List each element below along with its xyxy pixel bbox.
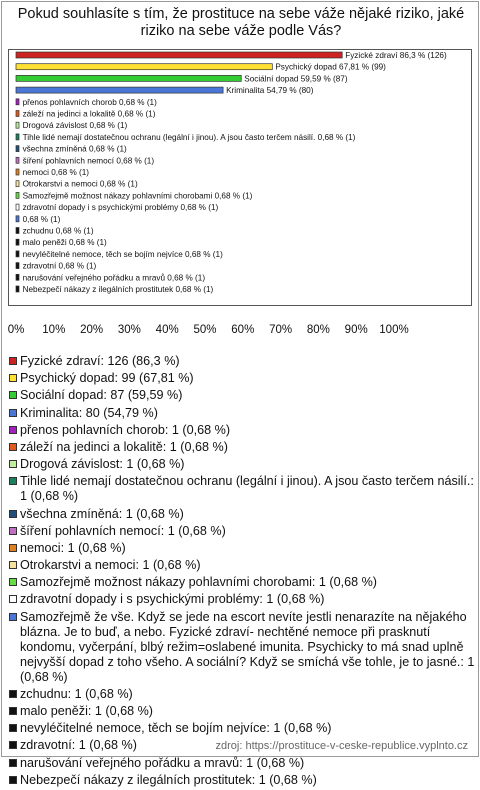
x-tick-label: 50% (193, 324, 217, 336)
legend-item (8, 507, 478, 522)
legend-label: Kriminalita: 80 (54,79 %) (20, 405, 158, 420)
bar-10 (16, 169, 19, 175)
bar-label-14: 0,68 % (1) (22, 214, 61, 224)
legend-label: zdravotní: 1 (0,68 %) (20, 738, 137, 753)
bar-3 (16, 87, 223, 93)
legend-label: Sociální dopad: 87 (59,59 %) (20, 388, 183, 403)
bar-0 (16, 52, 342, 58)
bar-7 (16, 134, 19, 140)
bar-label-18: zdravotní 0,68 % (1) (22, 261, 97, 271)
x-tick-label: 30% (117, 324, 141, 336)
bar-11 (16, 181, 19, 187)
bar-label-2: Sociální dopad 59,59 % (87) (244, 74, 348, 84)
bar-6 (16, 122, 19, 128)
legend-swatch (9, 759, 17, 767)
legend-item (8, 354, 478, 369)
legend-item (8, 558, 478, 573)
legend-item (8, 423, 478, 438)
legend-swatch (9, 613, 17, 621)
legend-item (8, 371, 478, 386)
legend-label: Fyzické zdraví: 126 (86,3 %) (20, 354, 180, 368)
legend-swatch (9, 460, 17, 468)
bar-chart (2, 2, 480, 347)
chart-frame (1, 1, 479, 787)
chart-title: Pokud souhlasíte s tím, že prostituce na sebe váže nějaké riziko, jaké riziko na sebe váže podle Vás? (17, 6, 465, 39)
bar-1 (16, 64, 272, 70)
legend-item (8, 457, 478, 472)
legend-label: Drogová závislost: 1 (0,68 %) (20, 457, 185, 472)
legend-swatch (9, 707, 17, 715)
legend-label: záleží na jedinci a lokalitě: 1 (0,68 %) (20, 439, 228, 454)
x-tick-label: 90% (344, 324, 368, 336)
bar-label-12: Samozřejmě možnost nákazy pohlavními chorobami 0,68 % (1) (22, 191, 253, 201)
legend-label: narušování veřejného pořádku a mravů: 1 (0,68 %) (20, 755, 305, 770)
legend-label: nemoci: 1 (0,68 %) (20, 540, 126, 555)
legend-item (8, 687, 478, 702)
bar-label-16: malo peněži 0,68 % (1) (22, 238, 107, 248)
legend-swatch (9, 357, 17, 365)
legend-item (8, 440, 478, 455)
x-tick-label: 80% (306, 324, 330, 336)
legend-item (8, 406, 478, 421)
x-tick-label: 100% (379, 324, 409, 336)
legend-label: malo peněži: 1 (0,68 %) (20, 704, 154, 718)
legend (8, 354, 478, 790)
legend-item (8, 388, 478, 403)
legend-swatch (9, 510, 17, 518)
source-note: zdroj: https://prostituce-v-ceske-republice.vyplnto.cz (215, 740, 468, 752)
legend-swatch (9, 374, 17, 382)
bar-label-20: Nebezpečí nákazy z ilegálních prostitutek 0,68 % (1) (22, 285, 214, 294)
bar-14 (16, 216, 19, 222)
legend-label: Otrokarstvi a nemoci: 1 (0,68 %) (20, 558, 201, 573)
bar-16 (16, 239, 19, 245)
legend-swatch (9, 741, 17, 749)
legend-label: šíření pohlavních nemocí: 1 (0,68 %) (20, 523, 226, 538)
x-tick-label: 0% (7, 324, 25, 336)
legend-label: zdravotní dopady i s psychickými problémy: 1 (0,68 %) (20, 592, 325, 607)
legend-swatch (9, 578, 17, 586)
legend-swatch (9, 544, 17, 552)
legend-swatch (9, 690, 17, 698)
bar-13 (16, 204, 19, 210)
bar-12 (16, 192, 19, 198)
bar-4 (16, 99, 19, 105)
bar-label-1: Psychický dopad 67,81 % (99) (275, 62, 386, 72)
bar-label-9: šíření pohlavních nemocí 0,68 % (1) (22, 156, 155, 166)
legend-label: Nebezpečí nákazy z ilegálních prostitutek: 1 (0,68 %) (20, 772, 317, 787)
bar-15 (16, 228, 19, 234)
bar-label-3: Kriminalita 54,79 % (80) (226, 86, 314, 96)
bar-label-7: Tihle lidé nemají dostatečnou ochranu (legální i jinou). A jsou často terčem násilí. 0,68 % (1) (22, 132, 356, 142)
bar-label-0: Fyzické zdraví 86,3 % (126) (345, 51, 447, 60)
x-tick-label: 60% (231, 324, 255, 336)
legend-label: zchudnu: 1 (0,68 %) (20, 686, 133, 701)
bar-label-10: nemoci 0,68 % (1) (22, 168, 90, 177)
bar-label-11: Otrokarstvi a nemoci 0,68 % (1) (22, 179, 138, 189)
bar-label-19: narušování veřejného pořádku a mravů 0,68 % (1) (22, 273, 206, 283)
legend-item (8, 575, 478, 590)
bar-2 (16, 75, 241, 81)
bar-label-5: záleží na jedinci a lokalitě 0,68 % (1) (22, 109, 156, 119)
legend-swatch (9, 776, 17, 784)
legend-label: nevyléčitelné nemoce, těch se bojím nejvíce: 1 (0,68 %) (20, 721, 332, 736)
legend-label: všechna zmíněná: 1 (0,68 %) (20, 506, 184, 521)
legend-label: Tihle lidé nemají dostatečnou ochranu (legální i jinou). A jsou často terčem násilí.: 1 (0,68 %) (20, 474, 474, 504)
legend-swatch (9, 409, 17, 417)
bar-label-17: nevyléčitelné nemoce, těch se bojím nejvíce 0,68 % (1) (22, 249, 223, 259)
legend-swatch (9, 426, 17, 434)
legend-label: Psychický dopad: 99 (67,81 %) (20, 371, 194, 386)
legend-swatch (9, 477, 17, 485)
bar-label-8: všechna zmíněná 0,68 % (1) (22, 144, 127, 154)
bar-label-15: zchudnu 0,68 % (1) (22, 226, 94, 236)
bar-8 (16, 146, 19, 152)
bar-label-4: přenos pohlavních chorob 0,68 % (1) (22, 97, 157, 107)
legend-item (8, 773, 478, 788)
legend-item (8, 524, 478, 539)
legend-item (8, 721, 478, 736)
legend-item (8, 704, 478, 719)
legend-swatch (9, 595, 17, 603)
legend-swatch (9, 527, 17, 535)
x-tick-label: 20% (80, 324, 104, 336)
legend-label: Samozřejmě že vše. Když se jede na escort nevíte jestli nenarazíte na nějakého blázna. Je to buď, a nebo. Fyzické zdraví- nechtěné nemoce při prasknutí kondomu, vyčerpání, blbý režim=oslabené imunita. Psychicky to má snad uplně nejvyšší dopad z toho všeho. A sociální? Když se smíchá vše tohle, je to jasné.: 1 (0,68 %) (20, 609, 475, 684)
x-tick-label: 70% (269, 324, 293, 336)
legend-item (8, 474, 478, 504)
bar-label-13: zdravotní dopady i s psychickými problémy 0,68 % (1) (22, 203, 219, 213)
legend-swatch (9, 561, 17, 569)
bar-9 (16, 157, 19, 163)
legend-label: přenos pohlavních chorob: 1 (0,68 %) (20, 422, 231, 437)
legend-item (8, 592, 478, 607)
bar-20 (16, 286, 19, 292)
bar-18 (16, 263, 19, 269)
legend-item (8, 541, 478, 556)
legend-swatch (9, 391, 17, 399)
x-tick-label: 40% (155, 324, 179, 336)
bar-label-6: Drogová závislost 0,68 % (1) (22, 121, 128, 131)
legend-swatch (9, 443, 17, 451)
legend-label: Samozřejmě možnost nákazy pohlavními chorobami: 1 (0,68 %) (20, 575, 377, 590)
legend-item (8, 610, 478, 685)
legend-swatch (9, 724, 17, 732)
bar-19 (16, 274, 19, 280)
bar-17 (16, 251, 19, 257)
bar-5 (16, 111, 19, 117)
x-tick-label: 10% (42, 324, 66, 336)
